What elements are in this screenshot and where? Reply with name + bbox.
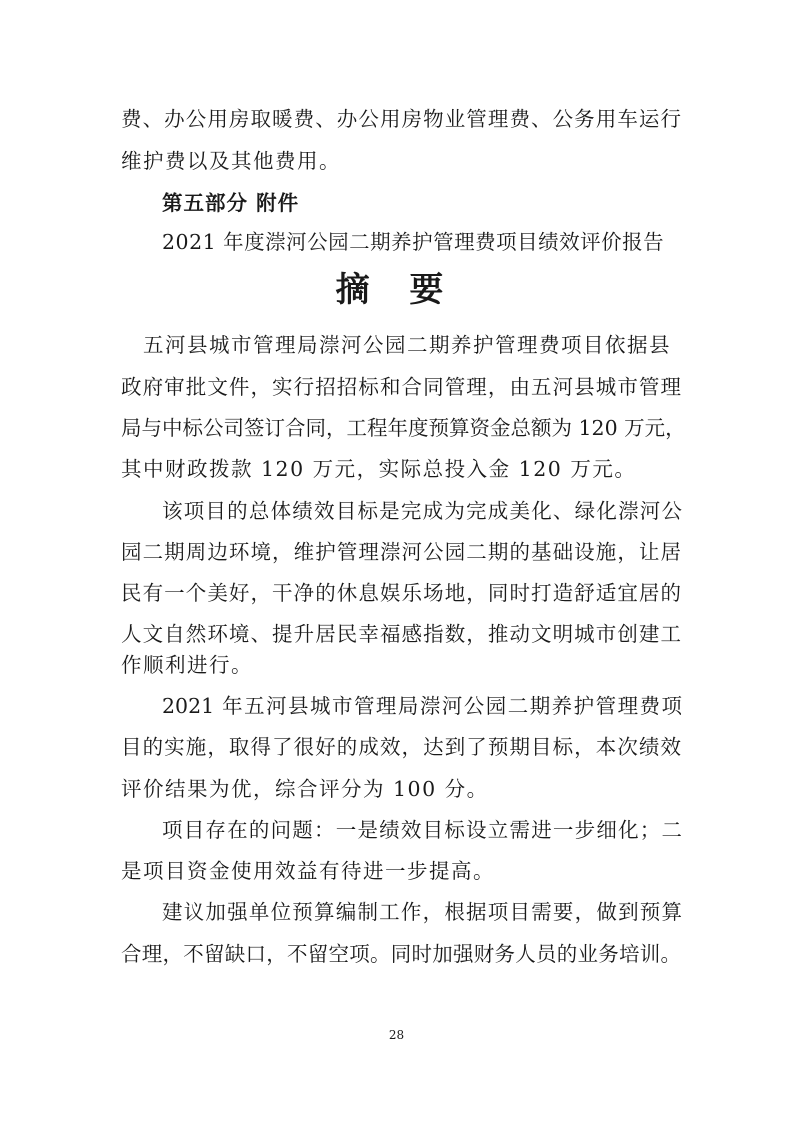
text-line: 合理，不留缺口，不留空项。同时加强财务人员的业务培训。 <box>121 942 681 966</box>
text-line: 政府审批文件，实行招招标和合同管理，由五河县城市管理 <box>121 375 681 399</box>
text-line: 局与中标公司签订合同，工程年度预算资金总额为 120 万元， <box>121 416 686 440</box>
text-line: 其中财政拨款 120 万元，实际总投入金 120 万元。 <box>121 457 637 481</box>
text-line: 作顺利进行。 <box>121 653 253 677</box>
text-line: 民有一个美好，干净的休息娱乐场地，同时打造舒适宜居的 <box>121 581 681 605</box>
text-line: 评价结果为优，综合评分为 100 分。 <box>121 777 489 801</box>
text-line: 建议加强单位预算编制工作，根据项目需要，做到预算 <box>162 900 682 924</box>
text-line: 维护费以及其他费用。 <box>121 149 341 173</box>
section-title: 第五部分 附件 <box>162 191 300 215</box>
text-line: 人文自然环境、提升居民幸福感指数，推动文明城市创建工 <box>121 622 681 646</box>
text-line: 园二期周边环境，维护管理漴河公园二期的基础设施，让居 <box>121 540 681 564</box>
report-title: 2021 年度漴河公园二期养护管理费项目绩效评价报告 <box>162 230 665 254</box>
text-line: 是项目资金使用效益有待进一步提高。 <box>121 859 495 883</box>
text-line: 五河县城市管理局漴河公园二期养护管理费项目依据县 <box>143 333 671 357</box>
summary-heading: 摘 要 <box>335 270 458 310</box>
text-line: 费、办公用房取暖费、办公用房物业管理费、公务用车运行 <box>121 107 681 131</box>
text-line: 项目存在的问题：一是绩效目标设立需进一步细化；二 <box>162 818 682 842</box>
page-number: 28 <box>388 1028 405 1042</box>
text-line: 目的实施，取得了很好的成效，达到了预期目标，本次绩效 <box>121 735 681 759</box>
text-line: 2021 年五河县城市管理局漴河公园二期养护管理费项 <box>162 694 682 718</box>
text-line: 该项目的总体绩效目标是完成为完成美化、绿化漴河公 <box>162 499 682 523</box>
